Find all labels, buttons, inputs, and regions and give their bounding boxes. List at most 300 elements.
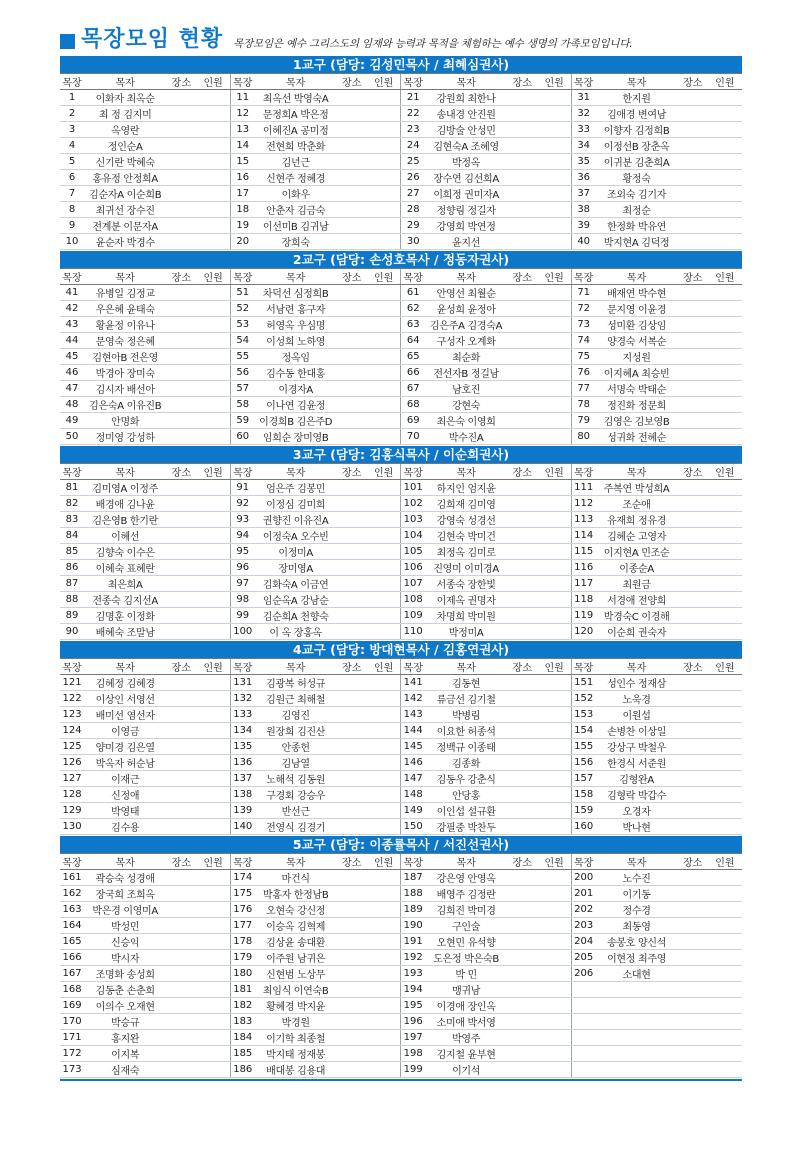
group-count (708, 413, 742, 429)
group-leader: 유병일 김정교 (84, 285, 166, 301)
group-place (678, 301, 708, 317)
group-count (367, 381, 401, 397)
group-leader: 김애경 변여남 (595, 106, 677, 122)
group-place (337, 365, 367, 381)
table-row (60, 691, 742, 707)
group-leader: 소대현 (595, 966, 677, 982)
group-place (337, 1030, 367, 1046)
group-count (708, 512, 742, 528)
col-header-number: 목장 (60, 74, 84, 90)
group-count (367, 739, 401, 755)
group-place (507, 723, 537, 739)
group-number: 135 (230, 739, 254, 755)
group-number: 19 (230, 218, 254, 234)
group-number: 40 (571, 234, 595, 250)
table-row (60, 138, 742, 154)
group-count (537, 576, 571, 592)
group-leader: 한정화 박유연 (595, 218, 677, 234)
group-place (507, 1046, 537, 1062)
group-leader: 송내경 안진원 (425, 106, 507, 122)
group-leader: 김남열 (255, 755, 337, 771)
group-number: 32 (571, 106, 595, 122)
group-place (166, 285, 196, 301)
group-place (337, 998, 367, 1014)
group-place (507, 1062, 537, 1078)
group-place (166, 413, 196, 429)
group-place (166, 966, 196, 982)
group-place (166, 544, 196, 560)
group-leader: 장희숙 (255, 234, 337, 250)
group-leader: 이종순A (595, 560, 677, 576)
group-leader: 박정옥 (425, 154, 507, 170)
group-number: 153 (571, 707, 595, 723)
group-leader: 한경식 서준원 (595, 755, 677, 771)
group-place (166, 429, 196, 445)
group-leader: 안춘자 김금숙 (255, 202, 337, 218)
group-leader: 이원섭 (595, 707, 677, 723)
table-row (60, 707, 742, 723)
group-count (708, 592, 742, 608)
group-leader: 이정심 김미희 (255, 496, 337, 512)
district-table (60, 853, 742, 1078)
group-count (708, 429, 742, 445)
group-number: 27 (401, 186, 425, 202)
group-leader: 김은주A 김경숙A (425, 317, 507, 333)
group-number: 72 (571, 301, 595, 317)
group-leader: 마건식 (255, 870, 337, 886)
group-place (166, 154, 196, 170)
group-count (367, 560, 401, 576)
group-count (367, 186, 401, 202)
group-place (166, 333, 196, 349)
group-number: 73 (571, 317, 595, 333)
group-leader: 성귀화 전혜순 (595, 429, 677, 445)
table-row (60, 755, 742, 771)
group-count (537, 870, 571, 886)
group-place (678, 170, 708, 186)
group-leader: 이상인 서영선 (84, 691, 166, 707)
group-place (337, 966, 367, 982)
group-count (367, 317, 401, 333)
group-leader (595, 1030, 677, 1046)
group-number: 97 (230, 576, 254, 592)
group-count (196, 122, 230, 138)
col-header-number: 목장 (230, 854, 254, 870)
group-count (708, 886, 742, 902)
group-place (166, 480, 196, 496)
group-place (337, 413, 367, 429)
group-leader: 문지영 이윤경 (595, 301, 677, 317)
group-leader (595, 1062, 677, 1078)
group-place (507, 496, 537, 512)
group-count (196, 429, 230, 445)
group-number: 189 (401, 902, 425, 918)
group-count (537, 544, 571, 560)
group-leader: 최옥선 박영숙A (255, 90, 337, 106)
group-count (708, 186, 742, 202)
group-count (708, 480, 742, 496)
group-number: 61 (401, 285, 425, 301)
table-row (60, 675, 742, 691)
group-leader: 최순화 (425, 349, 507, 365)
col-header-leader: 목자 (84, 659, 166, 675)
group-leader: 박영태 (84, 803, 166, 819)
group-count (537, 739, 571, 755)
group-number (571, 1062, 595, 1078)
group-place (678, 138, 708, 154)
group-count (196, 317, 230, 333)
group-place (337, 886, 367, 902)
group-leader: 김혜순 고영자 (595, 528, 677, 544)
group-leader: 이기학 최종철 (255, 1030, 337, 1046)
group-leader: 성인수 정재삼 (595, 675, 677, 691)
group-place (337, 803, 367, 819)
district-section (60, 641, 742, 835)
group-leader: 장수연 김선희A (425, 170, 507, 186)
group-number: 71 (571, 285, 595, 301)
group-count (196, 902, 230, 918)
group-count (537, 381, 571, 397)
group-count (708, 496, 742, 512)
group-number: 198 (401, 1046, 425, 1062)
group-place (507, 624, 537, 640)
group-number: 11 (230, 90, 254, 106)
group-place (166, 819, 196, 835)
group-leader: 배혜숙 조말남 (84, 624, 166, 640)
col-header-place: 장소 (166, 269, 196, 285)
group-count (196, 624, 230, 640)
group-place (166, 787, 196, 803)
group-count (367, 154, 401, 170)
group-leader: 안종헌 (255, 739, 337, 755)
group-count (537, 397, 571, 413)
group-leader: 유재희 정유경 (595, 512, 677, 528)
group-leader: 이성희 노하영 (255, 333, 337, 349)
col-header-place: 장소 (337, 659, 367, 675)
group-count (196, 707, 230, 723)
group-place (166, 202, 196, 218)
col-header-leader: 목자 (425, 464, 507, 480)
group-place (166, 675, 196, 691)
group-count (708, 998, 742, 1014)
group-count (708, 608, 742, 624)
group-leader: 이경희B 김은주D (255, 413, 337, 429)
group-leader: 김영은 김보영B (595, 413, 677, 429)
group-count (708, 1062, 742, 1078)
col-header-count: 인원 (537, 269, 571, 285)
group-number: 96 (230, 560, 254, 576)
group-leader: 김상윤 송대환 (255, 934, 337, 950)
group-number: 48 (60, 397, 84, 413)
group-leader: 이지혜A 최승빈 (595, 365, 677, 381)
group-place (166, 870, 196, 886)
group-count (367, 512, 401, 528)
group-count (537, 496, 571, 512)
group-number: 129 (60, 803, 84, 819)
group-count (367, 803, 401, 819)
group-number: 94 (230, 528, 254, 544)
group-leader: 임순옥A 강남순 (255, 592, 337, 608)
group-number: 194 (401, 982, 425, 998)
table-row (60, 998, 742, 1014)
col-header-count: 인원 (708, 854, 742, 870)
col-header-place: 장소 (678, 269, 708, 285)
group-place (507, 608, 537, 624)
table-row (60, 317, 742, 333)
group-count (708, 966, 742, 982)
directory-page (60, 22, 742, 1081)
group-place (678, 122, 708, 138)
district-table (60, 463, 742, 640)
group-number: 130 (60, 819, 84, 835)
group-count (367, 592, 401, 608)
group-number: 16 (230, 170, 254, 186)
group-count (367, 675, 401, 691)
group-number: 17 (230, 186, 254, 202)
col-header-place: 장소 (166, 659, 196, 675)
group-place (678, 106, 708, 122)
group-leader: 김미영A 이정주 (84, 480, 166, 496)
group-number: 99 (230, 608, 254, 624)
group-place (337, 333, 367, 349)
group-place (166, 1014, 196, 1030)
group-leader: 강필중 박찬두 (425, 819, 507, 835)
group-leader: 남호진 (425, 381, 507, 397)
group-number: 136 (230, 755, 254, 771)
group-place (507, 707, 537, 723)
table-row (60, 186, 742, 202)
group-count (537, 413, 571, 429)
group-number: 169 (60, 998, 84, 1014)
group-leader: 김희재 김미영 (425, 496, 507, 512)
group-leader: 류금선 김기철 (425, 691, 507, 707)
group-count (537, 186, 571, 202)
group-number: 164 (60, 918, 84, 934)
group-number: 86 (60, 560, 84, 576)
group-count (708, 918, 742, 934)
group-place (337, 234, 367, 250)
group-leader: 김은숙A 이유진B (84, 397, 166, 413)
group-leader: 김년근 (255, 154, 337, 170)
group-number: 84 (60, 528, 84, 544)
group-number: 7 (60, 186, 84, 202)
group-number: 49 (60, 413, 84, 429)
group-count (708, 902, 742, 918)
group-place (678, 819, 708, 835)
group-number: 155 (571, 739, 595, 755)
group-leader: 강영숙 성경선 (425, 512, 507, 528)
group-count (196, 397, 230, 413)
group-count (708, 950, 742, 966)
group-number: 126 (60, 755, 84, 771)
group-count (196, 413, 230, 429)
group-leader: 이지현A 민조순 (595, 544, 677, 560)
group-count (708, 723, 742, 739)
group-number: 47 (60, 381, 84, 397)
group-count (196, 934, 230, 950)
group-leader: 이인섭 설규환 (425, 803, 507, 819)
group-number: 149 (401, 803, 425, 819)
group-count (196, 285, 230, 301)
group-number: 172 (60, 1046, 84, 1062)
col-header-number: 목장 (230, 464, 254, 480)
table-row (60, 429, 742, 445)
group-leader: 최정옥 김미로 (425, 544, 507, 560)
group-place (166, 218, 196, 234)
group-leader: 강영희 박연정 (425, 218, 507, 234)
group-count (196, 106, 230, 122)
group-count (367, 397, 401, 413)
group-leader: 안명화 (84, 413, 166, 429)
group-count (537, 90, 571, 106)
group-count (537, 998, 571, 1014)
group-number: 176 (230, 902, 254, 918)
group-count (196, 1062, 230, 1078)
group-count (196, 528, 230, 544)
group-count (367, 365, 401, 381)
group-count (196, 819, 230, 835)
col-header-leader: 목자 (595, 74, 677, 90)
group-leader: 김수동 한대홍 (255, 365, 337, 381)
group-place (507, 106, 537, 122)
group-number: 151 (571, 675, 595, 691)
group-count (367, 1014, 401, 1030)
group-leader: 구인술 (425, 918, 507, 934)
group-count (537, 218, 571, 234)
group-count (367, 301, 401, 317)
group-place (337, 218, 367, 234)
group-place (678, 544, 708, 560)
group-leader: 이화자 최옥순 (84, 90, 166, 106)
group-leader: 김종화 (425, 755, 507, 771)
group-place (337, 349, 367, 365)
group-place (507, 90, 537, 106)
group-count (537, 365, 571, 381)
district-title: 1교구 (담당: 김성민목사 / 최혜심권사) (60, 56, 742, 73)
group-leader: 홍유정 안정희A (84, 170, 166, 186)
group-leader: 이정선B 장춘옥 (595, 138, 677, 154)
group-place (337, 138, 367, 154)
group-leader: 김동우 강춘식 (425, 771, 507, 787)
district-title: 5교구 (담당: 이종률목사 / 서진선권사) (60, 836, 742, 853)
group-leader: 맹귀남 (425, 982, 507, 998)
group-leader: 김지철 윤부현 (425, 1046, 507, 1062)
group-leader: 양미경 김은열 (84, 739, 166, 755)
group-place (337, 819, 367, 835)
group-place (678, 429, 708, 445)
group-leader: 정향림 정길자 (425, 202, 507, 218)
group-leader: 최은희A (84, 576, 166, 592)
group-count (367, 285, 401, 301)
group-count (367, 138, 401, 154)
group-leader: 김현숙 박미건 (425, 528, 507, 544)
group-number: 23 (401, 122, 425, 138)
group-number: 34 (571, 138, 595, 154)
group-leader: 김동춘 손춘희 (84, 982, 166, 998)
group-count (367, 723, 401, 739)
table-row (60, 365, 742, 381)
group-number: 53 (230, 317, 254, 333)
group-place (678, 560, 708, 576)
group-leader: 최동영 (595, 918, 677, 934)
group-place (337, 787, 367, 803)
group-leader: 신현주 정혜경 (255, 170, 337, 186)
group-place (166, 886, 196, 902)
table-row (60, 154, 742, 170)
group-count (537, 106, 571, 122)
group-place (166, 739, 196, 755)
group-number: 181 (230, 982, 254, 998)
table-row (60, 397, 742, 413)
table-row (60, 202, 742, 218)
group-leader: 배미선 염선자 (84, 707, 166, 723)
group-place (507, 675, 537, 691)
table-row (60, 982, 742, 998)
group-number: 120 (571, 624, 595, 640)
col-header-count: 인원 (708, 659, 742, 675)
group-place (507, 186, 537, 202)
group-number: 80 (571, 429, 595, 445)
group-leader: 한지원 (595, 90, 677, 106)
group-place (507, 397, 537, 413)
district-table (60, 268, 742, 445)
group-place (166, 998, 196, 1014)
group-number: 183 (230, 1014, 254, 1030)
group-number: 52 (230, 301, 254, 317)
group-count (367, 496, 401, 512)
col-header-leader: 목자 (595, 269, 677, 285)
group-number: 8 (60, 202, 84, 218)
group-leader: 이의수 오재현 (84, 998, 166, 1014)
group-number: 113 (571, 512, 595, 528)
group-place (337, 934, 367, 950)
group-number: 12 (230, 106, 254, 122)
group-place (337, 771, 367, 787)
col-header-place: 장소 (507, 854, 537, 870)
group-leader: 박영주 (425, 1030, 507, 1046)
group-count (708, 675, 742, 691)
group-place (166, 803, 196, 819)
group-leader: 정옥임 (255, 349, 337, 365)
group-number: 2 (60, 106, 84, 122)
group-leader: 문영숙 정은혜 (84, 333, 166, 349)
group-count (367, 966, 401, 982)
group-place (337, 381, 367, 397)
group-number: 146 (401, 755, 425, 771)
col-header-number: 목장 (401, 74, 425, 90)
group-number: 179 (230, 950, 254, 966)
group-count (196, 349, 230, 365)
col-header-place: 장소 (678, 854, 708, 870)
group-number: 44 (60, 333, 84, 349)
group-place (507, 365, 537, 381)
col-header-leader: 목자 (84, 854, 166, 870)
group-count (367, 950, 401, 966)
group-leader: 허영옥 우심명 (255, 317, 337, 333)
col-header-number: 목장 (60, 269, 84, 285)
group-place (507, 349, 537, 365)
col-header-number: 목장 (60, 854, 84, 870)
group-leader: 이경애 장인옥 (425, 998, 507, 1014)
group-number: 163 (60, 902, 84, 918)
col-header-place: 장소 (166, 74, 196, 90)
group-number: 9 (60, 218, 84, 234)
group-count (367, 122, 401, 138)
col-header-leader: 목자 (425, 659, 507, 675)
group-count (196, 950, 230, 966)
group-number: 28 (401, 202, 425, 218)
group-leader: 김순희A 천향숙 (255, 608, 337, 624)
